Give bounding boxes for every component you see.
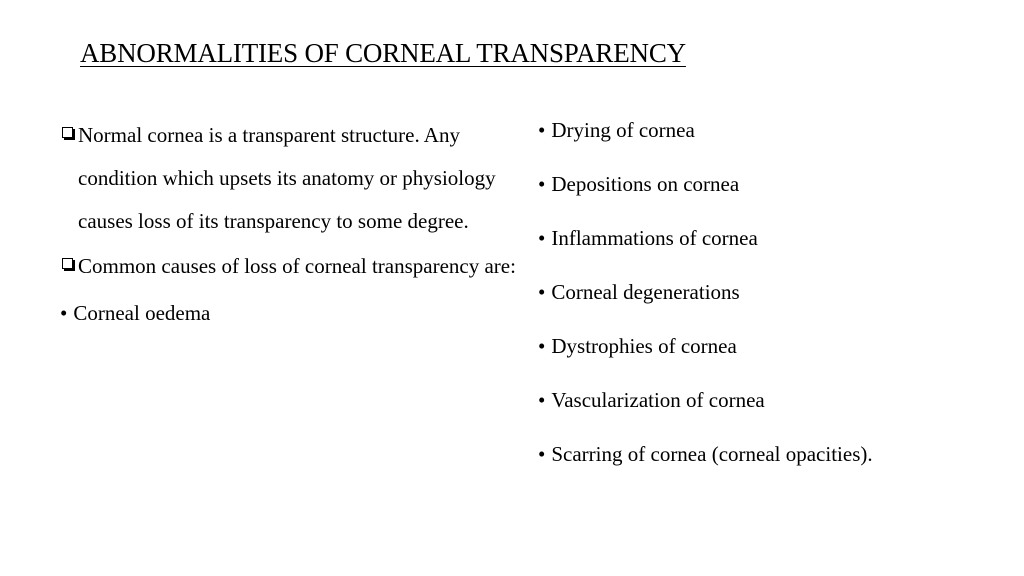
bullet-icon: • (538, 334, 546, 358)
slide-title: ABNORMALITIES OF CORNEAL TRANSPARENCY (80, 38, 686, 68)
list-item-text: Depositions on cornea (551, 172, 740, 196)
paragraph-text: Common causes of loss of corneal transparency are: (78, 254, 516, 278)
checkbox-bullet-icon (62, 258, 73, 269)
list-item-text: Drying of cornea (551, 118, 695, 142)
checkbox-bullet-icon (62, 127, 73, 138)
list-item-text: Corneal degenerations (551, 280, 740, 304)
list-item-corneal-oedema (60, 292, 540, 335)
bullet-icon: • (538, 280, 546, 304)
list-item-text: Corneal oedema (73, 301, 211, 325)
list-item (538, 330, 1008, 384)
list-item-text: Vascularization of cornea (551, 388, 765, 412)
list-item (538, 384, 1008, 438)
list-item-text: Dystrophies of cornea (551, 334, 737, 358)
bullet-icon: • (538, 118, 546, 142)
paragraph-normal-cornea (60, 114, 540, 243)
right-column (538, 114, 1008, 492)
list-item-text: Inflammations of cornea (551, 226, 758, 250)
bullet-icon: • (538, 172, 546, 196)
list-item (538, 114, 1008, 168)
list-item (538, 438, 1008, 492)
list-item-text: Scarring of cornea (corneal opacities). (551, 442, 873, 466)
bullet-icon: • (538, 226, 546, 250)
left-column (60, 114, 540, 335)
list-item (538, 168, 1008, 222)
list-item (538, 276, 1008, 330)
paragraph-common-causes (60, 245, 540, 288)
paragraph-text: Normal cornea is a transparent structure. Any condition which upsets its anatomy or physiology causes loss of its transparency to some degree. (78, 123, 496, 233)
list-item (538, 222, 1008, 276)
bullet-icon: • (538, 442, 546, 466)
bullet-icon: • (538, 388, 546, 412)
bullet-icon: • (60, 301, 68, 325)
